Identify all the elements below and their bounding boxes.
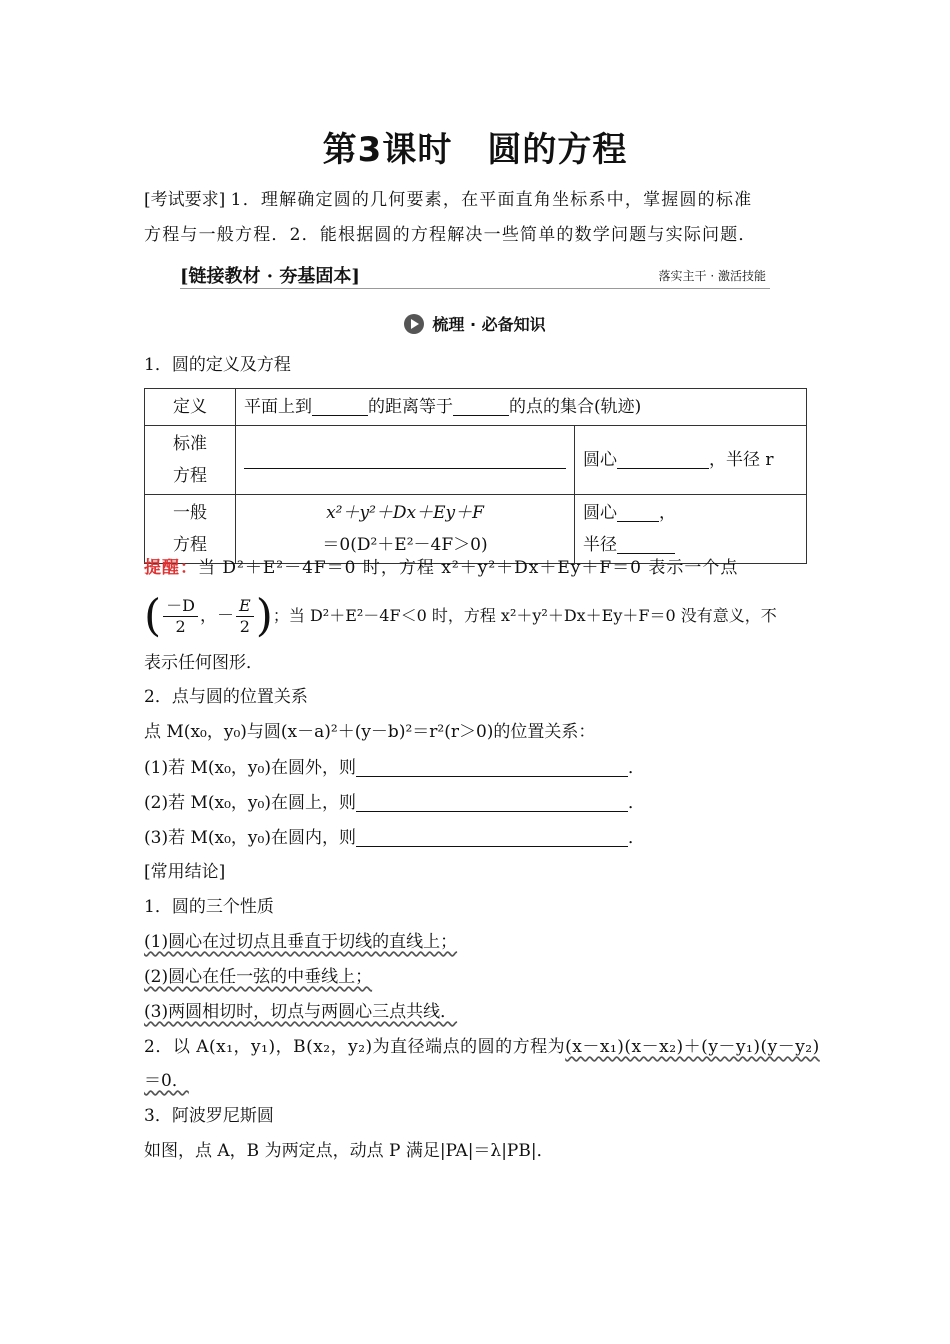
page-title: 第3课时 圆的方程	[322, 130, 628, 170]
blank	[617, 503, 659, 522]
heading-circle-definition: 1．圆的定义及方程	[144, 355, 291, 375]
general-equation-2: ＝0(D²＋E²－4F＞0)	[322, 535, 488, 555]
standard-radius-label: ，半径 r	[709, 450, 774, 470]
banner-right: 落实主干 · 激活技能	[658, 269, 766, 283]
reminder-line2	[144, 590, 814, 642]
conclusion-label: [常用结论]	[144, 862, 226, 882]
diameter-prefix: 2．以 A(x₁，y₁)，B(x₂，y₂)为直径端点的圆的方程为	[144, 1037, 566, 1057]
exam-requirements-label: [考试要求]	[144, 190, 226, 210]
fraction-denominator: 2	[239, 617, 250, 636]
left-paren: (	[144, 590, 162, 642]
reminder-text2: ；当 D²＋E²－4F＜0 时，方程 x²＋y²＋Dx＋Ey＋F＝0 没有意义，不	[272, 606, 777, 625]
definition-text-c: 的点的集合(轨迹)	[509, 397, 642, 417]
general-label	[145, 495, 236, 564]
chapter-banner	[180, 262, 770, 289]
property-3: (3)两圆相切时，切点与两圆心三点共线．	[144, 1002, 458, 1022]
apollonius-text: 如图，点 A，B 为两定点，动点 P 满足|PA|＝λ|PB|．	[144, 1141, 554, 1161]
fraction-separator: ，－	[200, 606, 235, 626]
fraction-e-over-2	[236, 596, 254, 637]
standard-center-label: 圆心	[583, 450, 617, 470]
blank	[356, 828, 628, 847]
standard-label-1: 标准	[173, 434, 207, 454]
definition-label: 定义	[145, 389, 236, 426]
definition-table	[144, 388, 807, 564]
position-item-text: (2)若 M(x₀，y₀)在圆上，则	[144, 793, 356, 813]
definition-text-b: 的距离等于	[368, 397, 453, 417]
fraction-neg-d-over-2	[163, 596, 198, 637]
reminder-label: 提醒：	[144, 558, 198, 578]
position-item-text: (1)若 M(x₀，y₀)在圆外，则	[144, 758, 356, 778]
position-item-text: (3)若 M(x₀，y₀)在圆内，则	[144, 828, 356, 848]
exam-requirements-text1: 1．理解确定圆的几何要素，在平面直角坐标系中，掌握圆的标准	[230, 190, 753, 210]
standard-label-2: 方程	[173, 466, 207, 486]
position-item-3: (3)若 M(x₀，y₀)在圆内，则 ．	[144, 828, 645, 848]
fraction-numerator: E	[236, 596, 254, 617]
reminder-text1: 当 D²＋E²－4F＝0 时，方程 x²＋y²＋Dx＋Ey＋F＝0 表示一个点	[198, 558, 739, 578]
reminder-line1	[144, 556, 814, 580]
standard-equation-blank-cell	[236, 426, 575, 495]
blank	[356, 758, 628, 777]
heading-apollonius: 3．阿波罗尼斯圆	[144, 1106, 274, 1126]
blank	[453, 397, 509, 416]
general-center-radius: 圆心 ， 半径	[575, 495, 807, 564]
exam-requirements-line1	[144, 188, 814, 212]
blank	[244, 450, 566, 469]
right-paren: )	[255, 590, 273, 642]
general-radius-label: 半径	[583, 535, 617, 555]
heading-point-circle-position: 2．点与圆的位置关系	[144, 687, 308, 707]
definition-text-a: 平面上到	[244, 397, 312, 417]
section-label: 梳理 · 必备知识	[432, 315, 546, 334]
standard-label	[145, 426, 236, 495]
table-row	[145, 389, 807, 426]
blank	[617, 535, 675, 554]
diameter-line2: ＝0．	[144, 1071, 189, 1091]
heading-three-properties: 1．圆的三个性质	[144, 897, 274, 917]
general-equation-1: x²＋y²＋Dx＋Ey＋F	[326, 503, 484, 523]
banner-left: [链接教材 · 夯基固本]	[180, 266, 360, 287]
fraction-numerator: －D	[163, 596, 198, 617]
blank	[617, 450, 709, 469]
position-intro: 点 M(x₀，y₀)与圆(x－a)²＋(y－b)²＝r²(r＞0)的位置关系：	[144, 722, 596, 742]
diameter-equation: (x－x₁)(x－x₂)＋(y－y₁)(y－y₂)	[565, 1037, 820, 1057]
general-label-1: 一般	[173, 503, 207, 523]
table-row	[145, 426, 807, 495]
table-row	[145, 495, 807, 564]
reminder-line3: 表示任何图形．	[144, 653, 263, 673]
general-equation	[236, 495, 575, 564]
section-heading	[0, 312, 950, 335]
blank	[312, 397, 368, 416]
play-icon	[404, 314, 424, 334]
exam-requirements-line2: 方程与一般方程．2．能根据圆的方程解决一些简单的数学问题与实际问题．	[144, 225, 757, 245]
property-2: (2)圆心在任一弦的中垂线上；	[144, 967, 373, 987]
definition-text	[236, 389, 807, 426]
blank	[356, 793, 628, 812]
property-1: (1)圆心在过切点且垂直于切线的直线上；	[144, 932, 458, 952]
standard-center-radius	[575, 426, 807, 495]
general-label-2: 方程	[173, 535, 207, 555]
position-item-1: (1)若 M(x₀，y₀)在圆外，则 ．	[144, 758, 645, 778]
fraction-denominator: 2	[175, 617, 186, 636]
position-item-2: (2)若 M(x₀，y₀)在圆上，则 ．	[144, 793, 645, 813]
general-center-label: 圆心	[583, 503, 617, 523]
diameter-line1	[144, 1035, 820, 1059]
